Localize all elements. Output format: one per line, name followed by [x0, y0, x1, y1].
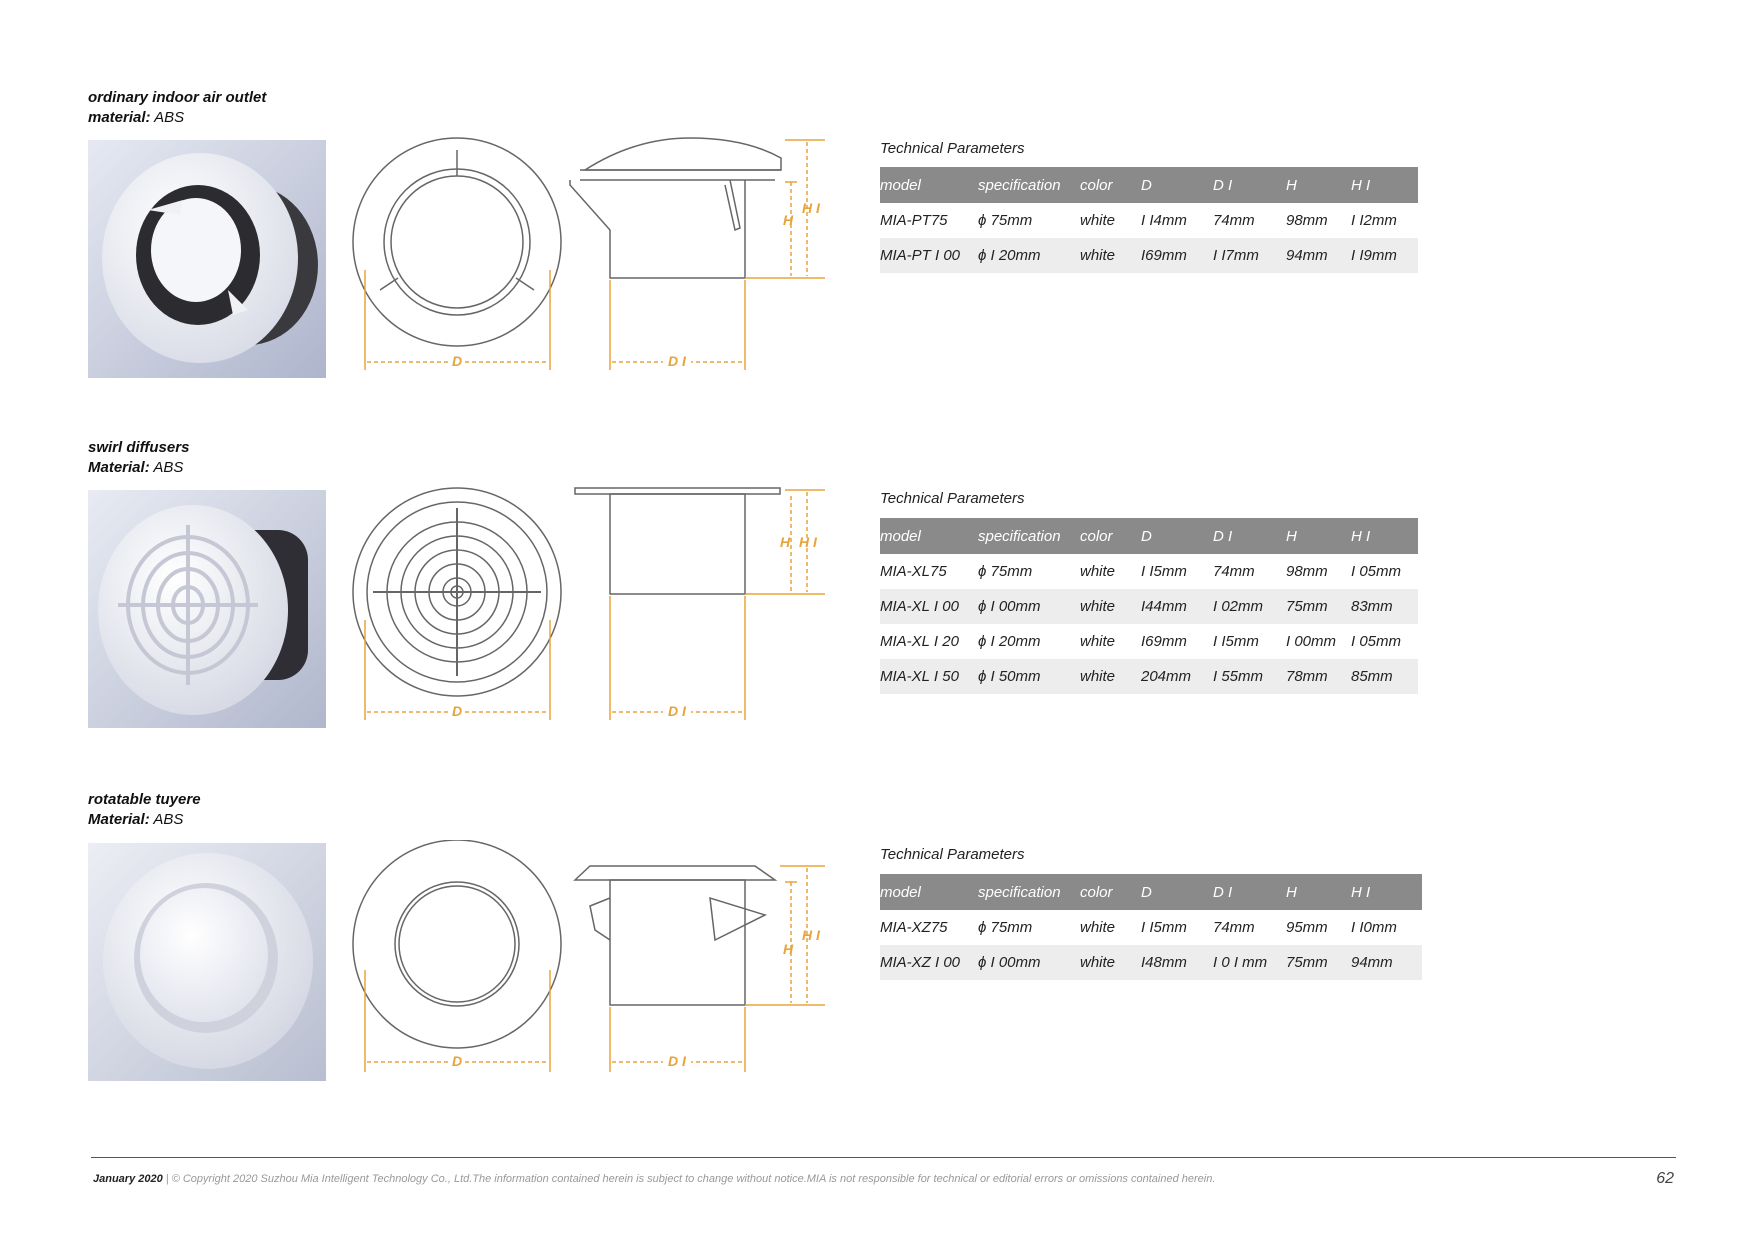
- col-h1: H I: [1351, 518, 1418, 554]
- dim-h1-label: H I: [802, 200, 820, 216]
- footer-divider: [91, 1157, 1676, 1158]
- product-photo: [88, 490, 326, 728]
- parameters-table: [880, 874, 1422, 980]
- product-photo: [88, 843, 326, 1081]
- dim-d-label: D: [451, 703, 463, 719]
- product-photo: [88, 140, 326, 378]
- col-h1: H I: [1351, 874, 1422, 910]
- footer-notice: | © Copyright 2020 Suzhou Mia Intelligent Technology Co., Ltd.The information contained herein is subject to change without notice.MIA is not responsible for technical or editorial errors or omissions contained herein.: [162, 1173, 1216, 1185]
- col-h: H: [1286, 518, 1351, 554]
- table-row: MIA-PT I 00 ϕ I 20mm white I69mm I I7mm 94mm I I9mm: [880, 238, 1418, 273]
- section-material: Material: ABS: [88, 459, 184, 476]
- col-d1: D I: [1213, 167, 1286, 203]
- parameters-table: [880, 167, 1418, 273]
- technical-parameters-label: Technical Parameters: [880, 140, 1025, 157]
- dim-h1-label: H I: [802, 927, 820, 943]
- col-d1: D I: [1213, 874, 1286, 910]
- table-header-row: [880, 518, 1418, 554]
- dimension-drawing: [345, 840, 835, 1090]
- dimension-drawing: [345, 480, 835, 730]
- col-specification: specification: [978, 518, 1080, 554]
- dim-h-label: H: [783, 941, 794, 957]
- technical-parameters-label: Technical Parameters: [880, 846, 1025, 863]
- col-model: model: [880, 518, 978, 554]
- col-model: model: [880, 874, 978, 910]
- table-row: MIA-PT75 ϕ 75mm white I I4mm 74mm 98mm I I2mm: [880, 212, 1397, 229]
- col-specification: specification: [978, 167, 1080, 203]
- col-d1: D I: [1213, 518, 1286, 554]
- table-row: MIA-XZ I 00 ϕ I 00mm white I48mm I 0 I mm 75mm 94mm: [880, 945, 1422, 980]
- section-material: Material: ABS: [88, 811, 184, 828]
- footer-copyright: [93, 1173, 1215, 1185]
- col-model: model: [880, 167, 978, 203]
- dim-d-label: D: [451, 353, 463, 369]
- table-header-row: [880, 167, 1418, 203]
- col-h: H: [1286, 874, 1351, 910]
- parameters-table: [880, 518, 1418, 694]
- table-header-row: [880, 874, 1422, 910]
- section-title: ordinary indoor air outlet: [88, 89, 267, 106]
- table-row: MIA-XL I 20 ϕ I 20mm white I69mm I I5mm I 00mm I 05mm: [880, 633, 1402, 650]
- dim-d1-label: D I: [668, 1053, 686, 1069]
- dim-h-label: H: [783, 212, 794, 228]
- col-color: color: [1080, 167, 1141, 203]
- col-specification: specification: [978, 874, 1080, 910]
- col-h1: H I: [1351, 167, 1418, 203]
- dim-d1-label: D I: [668, 353, 686, 369]
- dim-d1-label: D I: [668, 703, 686, 719]
- dim-d-label: D: [451, 1053, 463, 1069]
- table-row: MIA-XZ75 ϕ 75mm white I I5mm 74mm 95mm I I0mm: [880, 919, 1397, 936]
- table-row: MIA-XL I 00 ϕ I 00mm white I44mm I 02mm 75mm 83mm: [880, 589, 1418, 624]
- page-number: 62: [1656, 1170, 1674, 1187]
- dim-h1-label: H I: [799, 534, 817, 550]
- footer-date: January 2020: [93, 1173, 163, 1185]
- technical-parameters-label: Technical Parameters: [880, 490, 1025, 507]
- table-row: MIA-XL I 50 ϕ I 50mm white 204mm I 55mm 78mm 85mm: [880, 659, 1418, 694]
- col-d: D: [1141, 518, 1213, 554]
- col-color: color: [1080, 874, 1141, 910]
- col-color: color: [1080, 518, 1141, 554]
- col-d: D: [1141, 167, 1213, 203]
- table-row: MIA-XL75 ϕ 75mm white I I5mm 74mm 98mm I 05mm: [880, 563, 1402, 580]
- col-h: H: [1286, 167, 1351, 203]
- dimension-drawing: [345, 130, 835, 380]
- section-material: material: ABS: [88, 109, 185, 126]
- dim-h-label: H: [780, 534, 791, 550]
- section-title: rotatable tuyere: [88, 791, 201, 808]
- col-d: D: [1141, 874, 1213, 910]
- section-title: swirl diffusers: [88, 439, 190, 456]
